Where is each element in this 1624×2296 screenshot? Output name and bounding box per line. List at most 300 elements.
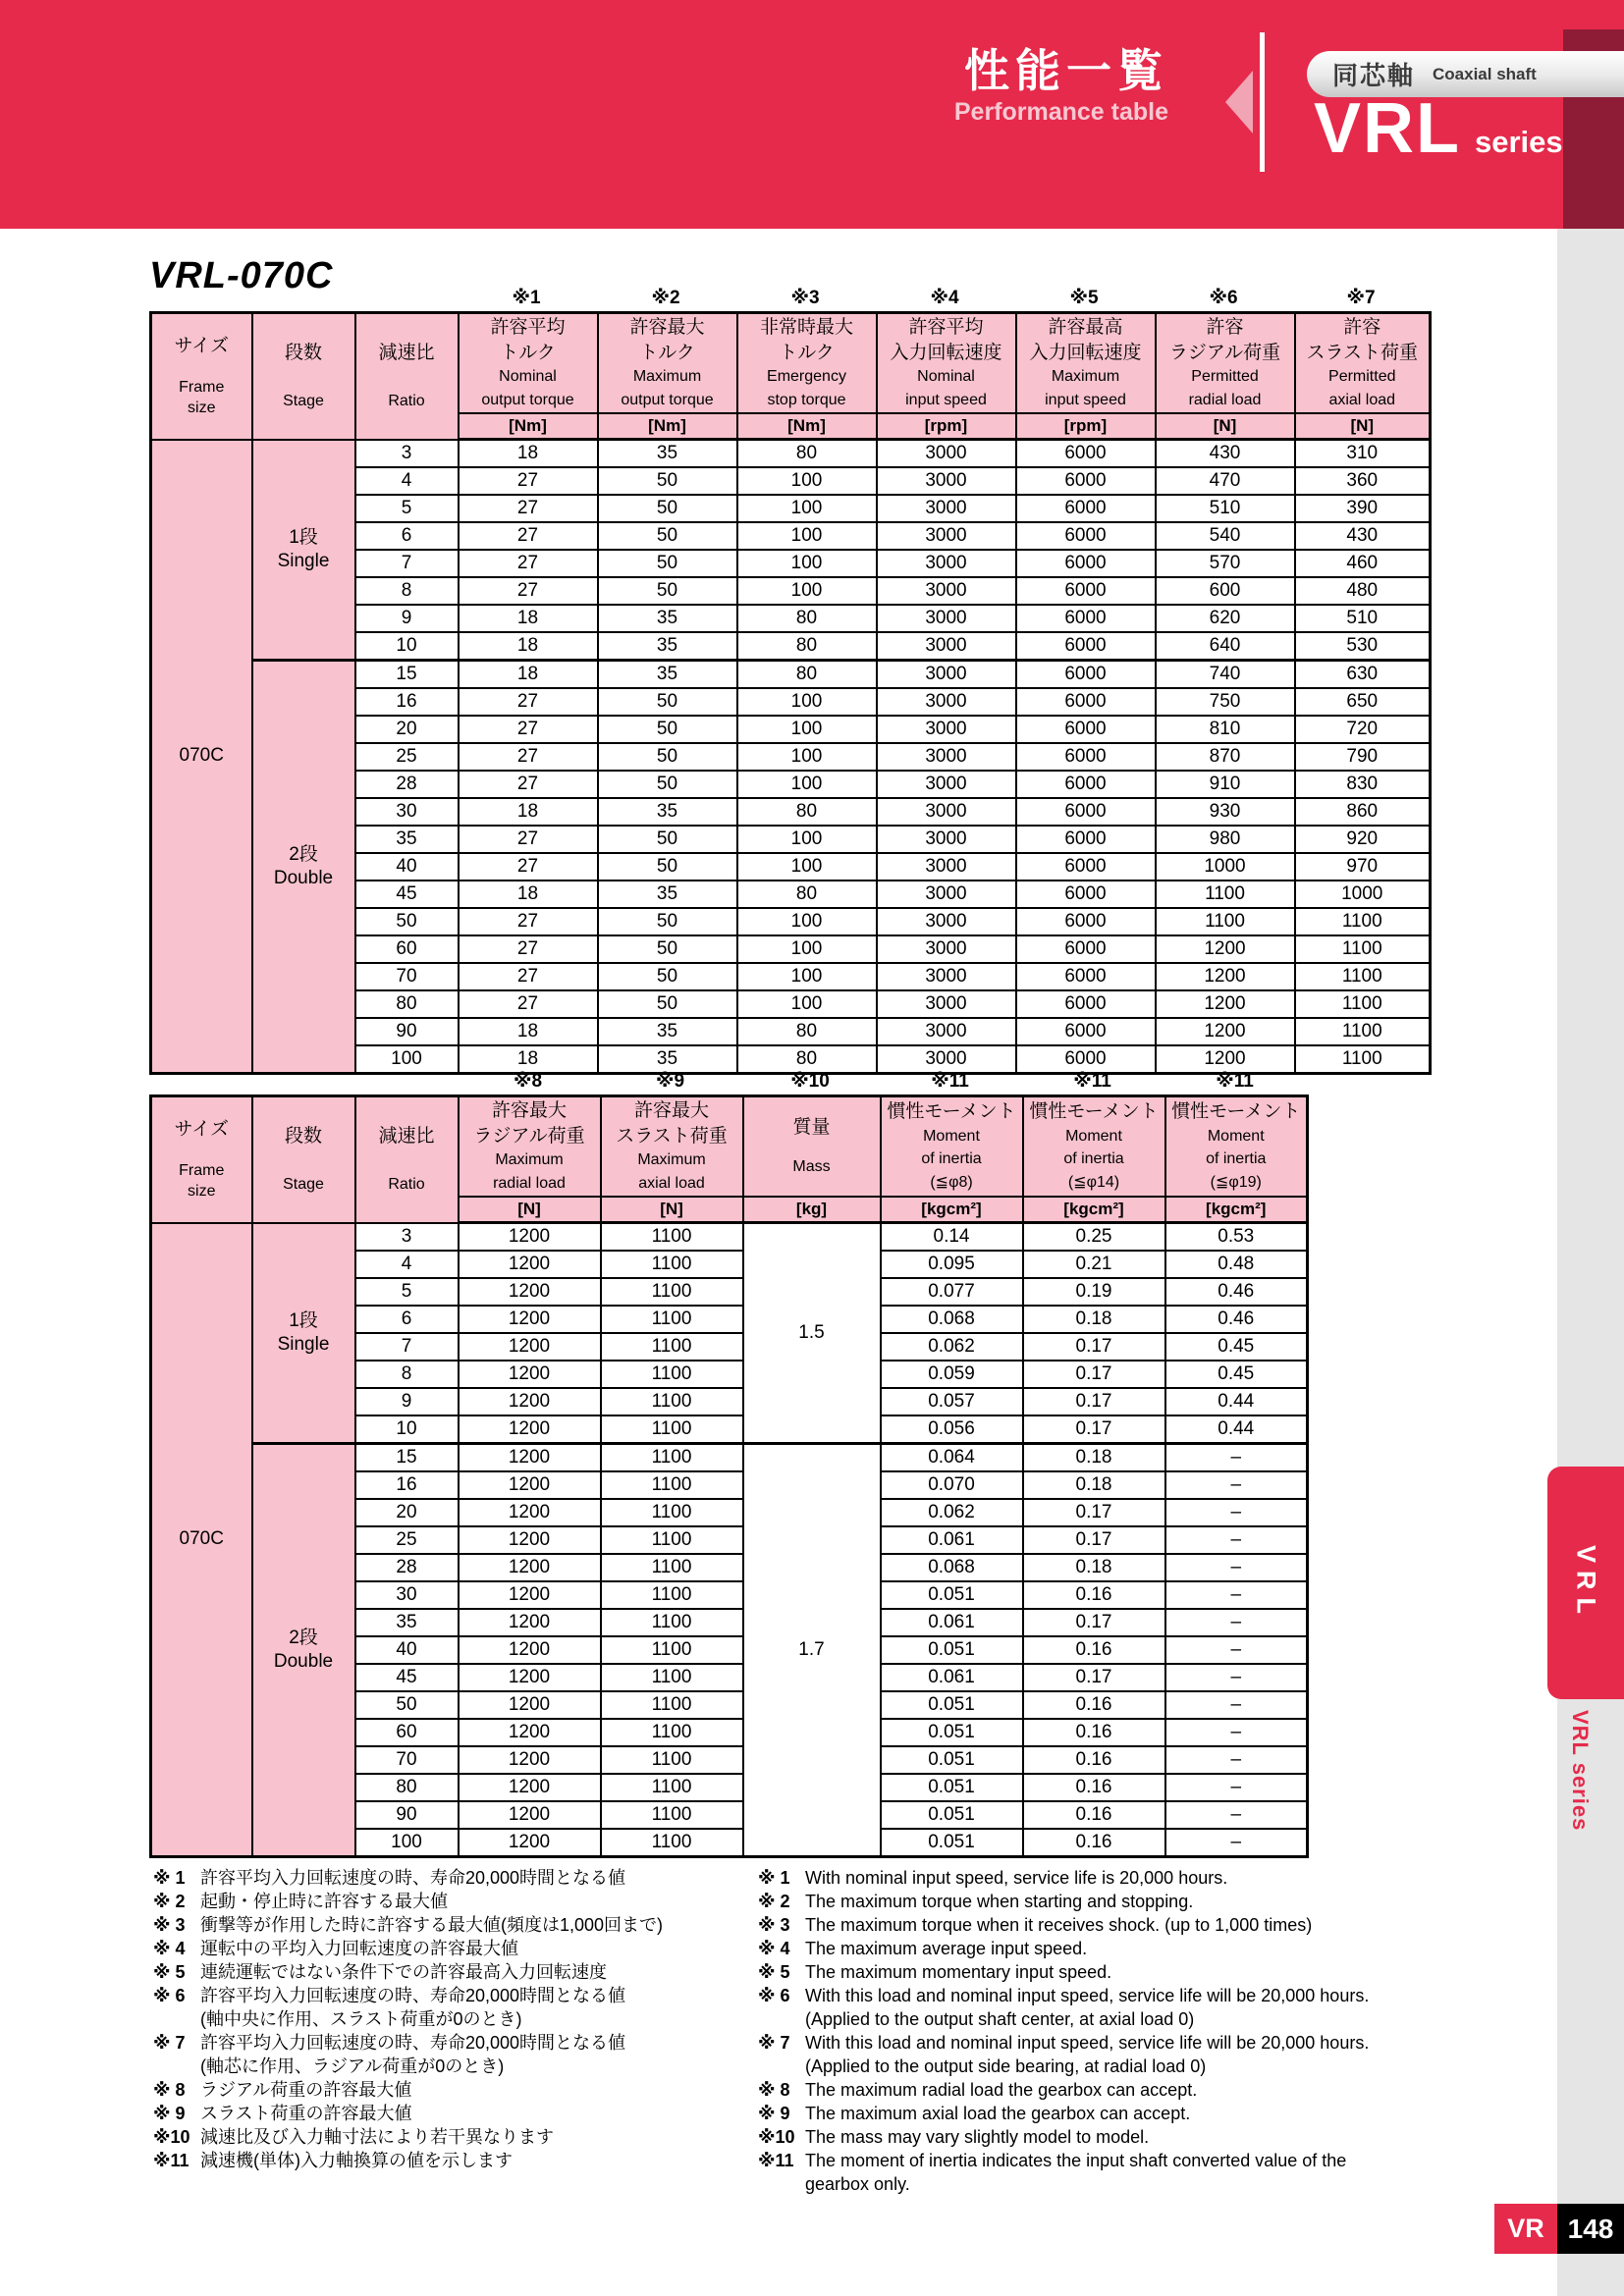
value-cell: 18 xyxy=(459,661,598,689)
footnote-text: The maximum torque when starting and stopping. xyxy=(805,1892,1194,1911)
value-cell: 0.051 xyxy=(881,1581,1023,1609)
header-cell xyxy=(1156,313,1295,414)
header-label-en: (≦φ8) xyxy=(930,1174,973,1192)
header-label-en-block xyxy=(179,377,224,418)
value-cell: 0.051 xyxy=(881,1719,1023,1746)
footnote-marker: ※ 8 xyxy=(153,2080,186,2100)
footnote-marker: ※ 1 xyxy=(758,1868,790,1888)
value-cell: 1100 xyxy=(601,1415,743,1444)
footnote-line xyxy=(153,1866,772,1890)
header-cell-content xyxy=(599,314,736,412)
value-cell: 0.057 xyxy=(881,1388,1023,1415)
value-cell: 1100 xyxy=(601,1306,743,1333)
header-label-en: Maximum xyxy=(637,1151,706,1169)
header-label-jp: 非常時最大 xyxy=(759,317,853,339)
header-label-en: input speed xyxy=(905,391,987,408)
ratio-cell: 4 xyxy=(355,467,459,495)
value-cell: 27 xyxy=(459,577,598,605)
page-title-en: Performance table xyxy=(953,98,1168,126)
side-tab-vrl xyxy=(1547,1467,1624,1699)
header-cell-content xyxy=(356,1097,458,1221)
value-cell: 6000 xyxy=(1016,935,1156,963)
footnote-text: gearbox only. xyxy=(805,2174,910,2194)
footnote-line xyxy=(758,2031,1524,2055)
value-cell: 27 xyxy=(459,990,598,1018)
header-label-en-block xyxy=(283,391,324,411)
value-cell: 3000 xyxy=(877,716,1016,743)
footnote-marker: ※10 xyxy=(153,2127,190,2147)
footnotes-japanese xyxy=(153,1866,772,2172)
value-cell: 3000 xyxy=(877,798,1016,826)
header-label-jp: ラジアル荷重 xyxy=(1168,342,1281,363)
value-cell: 50 xyxy=(598,990,737,1018)
header-label-en: Permitted xyxy=(1328,368,1396,386)
side-series-label: VRL series xyxy=(1568,1710,1593,1832)
footnote-line xyxy=(758,2055,1524,2078)
value-cell: 1100 xyxy=(601,1361,743,1388)
value-cell: 6000 xyxy=(1016,826,1156,853)
ref-mark: ※8 xyxy=(513,1071,543,1092)
footnote-marker: ※ 9 xyxy=(153,2104,186,2123)
value-cell: 0.16 xyxy=(1023,1774,1165,1801)
value-cell: – xyxy=(1165,1444,1308,1472)
ratio-cell: 25 xyxy=(355,1526,459,1554)
value-cell: – xyxy=(1165,1554,1308,1581)
stage-label-en: Double xyxy=(273,868,334,888)
value-cell: 1200 xyxy=(459,1471,601,1499)
footnote-line xyxy=(758,2125,1524,2149)
value-cell: 50 xyxy=(598,743,737,771)
footnote-line xyxy=(758,1937,1524,1960)
ref-marks-row-1 xyxy=(149,287,1429,310)
footnote-marker: ※ 2 xyxy=(153,1892,186,1911)
footnote-marker: ※11 xyxy=(153,2151,189,2170)
unit-cell: [Nm] xyxy=(598,413,737,440)
footnote-marker: ※ 7 xyxy=(153,2033,186,2053)
value-cell: 6000 xyxy=(1016,550,1156,577)
value-cell: 27 xyxy=(459,963,598,990)
value-cell: 0.17 xyxy=(1023,1609,1165,1636)
value-cell: 0.062 xyxy=(881,1499,1023,1526)
value-cell: 810 xyxy=(1156,716,1295,743)
value-cell: 27 xyxy=(459,467,598,495)
header-cell xyxy=(601,1096,743,1198)
footnote-line xyxy=(758,1960,1524,1984)
value-cell: 80 xyxy=(737,1045,877,1074)
value-cell: – xyxy=(1165,1471,1308,1499)
value-cell: 1100 xyxy=(601,1719,743,1746)
value-cell: 50 xyxy=(598,826,737,853)
header-cell xyxy=(881,1096,1023,1198)
value-cell: 3000 xyxy=(877,495,1016,522)
value-cell: 0.051 xyxy=(881,1801,1023,1829)
header-cell-content xyxy=(744,1097,880,1196)
ref-mark: ※6 xyxy=(1209,288,1238,308)
footnote-line xyxy=(153,1890,772,1913)
value-cell: 1100 xyxy=(1156,881,1295,908)
value-cell: 100 xyxy=(737,467,877,495)
header-label-en: input speed xyxy=(1045,391,1126,408)
header-label-jp: 入力回転速度 xyxy=(1029,342,1142,363)
ratio-cell: 9 xyxy=(355,1388,459,1415)
value-cell: 1200 xyxy=(459,1526,601,1554)
value-cell: 27 xyxy=(459,495,598,522)
value-cell: 0.18 xyxy=(1023,1306,1165,1333)
value-cell: 50 xyxy=(598,522,737,550)
footnote-marker: ※ 6 xyxy=(758,1986,790,2005)
value-cell: 830 xyxy=(1295,771,1431,798)
ratio-cell: 16 xyxy=(355,1471,459,1499)
footnote-line xyxy=(153,1937,772,1960)
footnote-line xyxy=(758,2078,1524,2102)
value-cell: 920 xyxy=(1295,826,1431,853)
ratio-cell: 40 xyxy=(355,853,459,881)
value-cell: 1100 xyxy=(1295,1045,1431,1074)
value-cell: 930 xyxy=(1156,798,1295,826)
value-cell: 0.068 xyxy=(881,1306,1023,1333)
value-cell: 0.16 xyxy=(1023,1746,1165,1774)
value-cell: 430 xyxy=(1156,440,1295,468)
value-cell: 3000 xyxy=(877,963,1016,990)
value-cell: 100 xyxy=(737,550,877,577)
header-cell-content xyxy=(253,1097,354,1221)
header-label-jp: 減速比 xyxy=(378,1125,435,1147)
header-label-en: (≦φ14) xyxy=(1067,1174,1120,1192)
ratio-cell: 50 xyxy=(355,1691,459,1719)
value-cell: 1200 xyxy=(1156,1018,1295,1045)
value-cell: 1100 xyxy=(601,1471,743,1499)
value-cell: 720 xyxy=(1295,716,1431,743)
footnote-marker: ※ 4 xyxy=(758,1939,790,1958)
header-label-jp: トルク xyxy=(500,342,556,363)
value-cell: 50 xyxy=(598,853,737,881)
header-label-en: Maximum xyxy=(1051,368,1120,386)
value-cell: 6000 xyxy=(1016,467,1156,495)
value-cell: 35 xyxy=(598,1045,737,1074)
performance-table-2 xyxy=(149,1095,1309,1858)
footnote-line xyxy=(758,2172,1524,2196)
footnote-text: The maximum radial load the gearbox can accept. xyxy=(805,2080,1198,2100)
header-label-jp: 慣性モーメント xyxy=(1171,1100,1301,1122)
value-cell: 3000 xyxy=(877,853,1016,881)
ratio-cell: 10 xyxy=(355,1415,459,1444)
value-cell: 6000 xyxy=(1016,661,1156,689)
value-cell: 6000 xyxy=(1016,908,1156,935)
header-cell xyxy=(459,313,598,414)
footnote-text: スラスト荷重の許容最大値 xyxy=(200,2104,412,2123)
value-cell: 1100 xyxy=(601,1829,743,1857)
ratio-cell: 70 xyxy=(355,1746,459,1774)
header-label-en: Mass xyxy=(792,1158,831,1176)
value-cell: 1200 xyxy=(1156,1045,1295,1074)
value-cell: 540 xyxy=(1156,522,1295,550)
series-title xyxy=(1314,90,1563,168)
ratio-cell: 3 xyxy=(355,440,459,468)
footnote-text: 連続運転ではない条件下での許容最高入力回転速度 xyxy=(200,1962,607,1982)
header-label-en: of inertia xyxy=(1206,1150,1267,1168)
header-label-jp: 許容 xyxy=(1206,317,1244,339)
footnote-marker: ※10 xyxy=(758,2127,795,2147)
header-cell-content xyxy=(878,314,1015,412)
stage-cell xyxy=(252,1444,355,1857)
page-footer-number: 148 xyxy=(1557,2204,1624,2254)
footnote-marker: ※ 4 xyxy=(153,1939,186,1958)
header-label-jp: スラスト荷重 xyxy=(1306,342,1418,363)
value-cell: 740 xyxy=(1156,661,1295,689)
header-cell-content xyxy=(602,1097,742,1196)
value-cell: 100 xyxy=(737,688,877,716)
value-cell: 1200 xyxy=(1156,963,1295,990)
value-cell: 1200 xyxy=(459,1719,601,1746)
header-label-en: Ratio xyxy=(388,1175,425,1193)
header-label-jp: 許容平均 xyxy=(490,317,566,339)
header-cell xyxy=(252,313,355,440)
header-cell xyxy=(151,313,252,440)
value-cell: 27 xyxy=(459,771,598,798)
side-tab-label: VRL xyxy=(1571,1544,1601,1622)
value-cell: 1200 xyxy=(1156,990,1295,1018)
value-cell: 1200 xyxy=(459,1554,601,1581)
footnote-text: (軸芯に作用、ラジアル荷重が0のとき) xyxy=(200,2056,505,2076)
value-cell: 27 xyxy=(459,826,598,853)
value-cell: 50 xyxy=(598,771,737,798)
value-cell: 100 xyxy=(737,908,877,935)
value-cell: 0.17 xyxy=(1023,1361,1165,1388)
footnote-text: (Applied to the output shaft center, at axial load 0) xyxy=(805,2009,1195,2029)
ratio-cell: 28 xyxy=(355,1554,459,1581)
value-cell: 0.068 xyxy=(881,1554,1023,1581)
header-cell xyxy=(877,313,1016,414)
value-cell: 570 xyxy=(1156,550,1295,577)
value-cell: 1200 xyxy=(1156,935,1295,963)
footnote-marker xyxy=(758,2055,805,2078)
header-cell-content xyxy=(460,314,597,412)
stage-cell xyxy=(252,1223,355,1444)
header-label-en-block xyxy=(388,391,424,411)
value-cell: 18 xyxy=(459,440,598,468)
header-label-en: output torque xyxy=(621,391,714,408)
value-cell: 0.051 xyxy=(881,1774,1023,1801)
mass-cell: 1.5 xyxy=(743,1223,881,1444)
value-cell: – xyxy=(1165,1719,1308,1746)
value-cell: 1200 xyxy=(459,1609,601,1636)
unit-cell: [N] xyxy=(601,1197,743,1223)
page-title-jp: 性能一覧 xyxy=(964,45,1168,96)
value-cell: 510 xyxy=(1295,605,1431,632)
value-cell: 1000 xyxy=(1156,853,1295,881)
footnote-line xyxy=(153,2055,772,2078)
footnote-marker xyxy=(153,2007,200,2031)
header-cell-content xyxy=(1024,1097,1164,1196)
value-cell: 1100 xyxy=(601,1691,743,1719)
value-cell: 1200 xyxy=(459,1636,601,1664)
stage-cell xyxy=(252,661,355,1074)
header-label-en: Frame xyxy=(179,1161,225,1179)
value-cell: 3000 xyxy=(877,1045,1016,1074)
value-cell: 1100 xyxy=(601,1526,743,1554)
value-cell: 100 xyxy=(737,522,877,550)
series-suffix: series xyxy=(1475,125,1563,159)
value-cell: 0.17 xyxy=(1023,1664,1165,1691)
ratio-cell: 100 xyxy=(355,1829,459,1857)
stage-cell xyxy=(252,440,355,661)
value-cell: 1100 xyxy=(601,1636,743,1664)
value-cell: 50 xyxy=(598,550,737,577)
value-cell: 1200 xyxy=(459,1581,601,1609)
value-cell: 27 xyxy=(459,908,598,935)
value-cell: 1100 xyxy=(1295,908,1431,935)
header-label-en: Moment xyxy=(1065,1127,1122,1145)
mass-cell: 1.7 xyxy=(743,1444,881,1857)
ratio-cell: 28 xyxy=(355,771,459,798)
value-cell: 18 xyxy=(459,1045,598,1074)
ratio-cell: 5 xyxy=(355,495,459,522)
value-cell: 100 xyxy=(737,935,877,963)
header-label-en: output torque xyxy=(481,391,574,408)
header-label-en: size xyxy=(188,1182,216,1200)
value-cell: 100 xyxy=(737,853,877,881)
header-label-jp: 許容 xyxy=(1343,317,1381,339)
value-cell: 630 xyxy=(1295,661,1431,689)
ratio-cell: 35 xyxy=(355,826,459,853)
unit-cell: [kgcm²] xyxy=(881,1197,1023,1223)
value-cell: 80 xyxy=(737,1018,877,1045)
value-cell: – xyxy=(1165,1499,1308,1526)
value-cell: 0.46 xyxy=(1165,1306,1308,1333)
value-cell: 1100 xyxy=(601,1609,743,1636)
frame-size-cell: 070C xyxy=(151,1223,252,1857)
stage-label-jp: 2段 xyxy=(289,1628,318,1648)
value-cell: 0.46 xyxy=(1165,1278,1308,1306)
ref-mark: ※2 xyxy=(651,288,680,308)
value-cell: 3000 xyxy=(877,632,1016,661)
value-cell: 980 xyxy=(1156,826,1295,853)
value-cell: 0.44 xyxy=(1165,1388,1308,1415)
ratio-cell: 16 xyxy=(355,688,459,716)
header-label-en: size xyxy=(188,399,216,416)
value-cell: 650 xyxy=(1295,688,1431,716)
footnote-text: 起動・停止時に許容する最大値 xyxy=(200,1892,448,1911)
ref-mark: ※4 xyxy=(930,288,959,308)
value-cell: 460 xyxy=(1295,550,1431,577)
ratio-cell: 7 xyxy=(355,1333,459,1361)
footnote-text: The mass may vary slightly model to model. xyxy=(805,2127,1150,2147)
header-label-en: Stage xyxy=(283,392,324,409)
value-cell: 360 xyxy=(1295,467,1431,495)
value-cell: 27 xyxy=(459,853,598,881)
ref-mark: ※10 xyxy=(790,1071,830,1092)
footnote-line xyxy=(758,1913,1524,1937)
value-cell: 3000 xyxy=(877,743,1016,771)
ratio-cell: 45 xyxy=(355,1664,459,1691)
footnote-text: With nominal input speed, service life is 20,000 hours. xyxy=(805,1868,1228,1888)
header-cell xyxy=(598,313,737,414)
footnote-text: The maximum torque when it receives shock. (up to 1,000 times) xyxy=(805,1915,1313,1935)
page-footer-code: VR xyxy=(1494,2204,1557,2254)
header-label-en: Maximum xyxy=(632,368,702,386)
value-cell: 530 xyxy=(1295,632,1431,661)
footnote-text: The maximum momentary input speed. xyxy=(805,1962,1112,1982)
header-cell xyxy=(355,1096,459,1223)
header-label-jp: 許容最高 xyxy=(1048,317,1123,339)
value-cell: 3000 xyxy=(877,908,1016,935)
stage-label-en: Double xyxy=(273,1651,334,1672)
value-cell: – xyxy=(1165,1746,1308,1774)
ref-mark: ※1 xyxy=(512,288,541,308)
header-label-jp: トルク xyxy=(779,342,835,363)
footnote-text: (Applied to the output side bearing, at radial load 0) xyxy=(805,2056,1207,2076)
value-cell: 1200 xyxy=(459,1251,601,1278)
value-cell: 6000 xyxy=(1016,577,1156,605)
value-cell: 310 xyxy=(1295,440,1431,468)
value-cell: 480 xyxy=(1295,577,1431,605)
frame-size-cell: 070C xyxy=(151,440,252,1074)
value-cell: 0.14 xyxy=(881,1223,1023,1252)
value-cell: 1100 xyxy=(601,1251,743,1278)
value-cell: 3000 xyxy=(877,661,1016,689)
value-cell: 0.051 xyxy=(881,1829,1023,1857)
value-cell: 3000 xyxy=(877,990,1016,1018)
shaft-type-en: Coaxial shaft xyxy=(1433,64,1537,83)
value-cell: 35 xyxy=(598,798,737,826)
value-cell: 1100 xyxy=(601,1223,743,1252)
footnote-line xyxy=(153,2149,772,2172)
header-cell-content xyxy=(1017,314,1155,412)
value-cell: 0.17 xyxy=(1023,1526,1165,1554)
footnote-line xyxy=(153,1960,772,1984)
value-cell: 27 xyxy=(459,935,598,963)
footnote-marker xyxy=(758,2172,805,2196)
header-cell xyxy=(1165,1096,1308,1198)
separator-line xyxy=(1260,32,1265,172)
value-cell: 50 xyxy=(598,935,737,963)
header-label-jp: スラスト荷重 xyxy=(616,1125,728,1147)
header-cell-content xyxy=(1296,314,1430,412)
ref-mark: ※11 xyxy=(1073,1071,1111,1092)
value-cell: 3000 xyxy=(877,550,1016,577)
value-cell: 1200 xyxy=(459,1415,601,1444)
value-cell: 0.051 xyxy=(881,1746,1023,1774)
footnote-line xyxy=(153,2007,772,2031)
footnote-line xyxy=(153,2078,772,2102)
header-cell-content xyxy=(460,1097,600,1196)
header-label-en: Emergency xyxy=(767,368,846,386)
value-cell: 0.062 xyxy=(881,1333,1023,1361)
value-cell: 27 xyxy=(459,550,598,577)
header-label-jp: サイズ xyxy=(174,1118,229,1140)
footnote-line xyxy=(153,2102,772,2125)
value-cell: 0.077 xyxy=(881,1278,1023,1306)
header-cell-content xyxy=(152,314,251,438)
value-cell: 0.44 xyxy=(1165,1415,1308,1444)
header-label-jp: 許容平均 xyxy=(908,317,984,339)
value-cell: 1200 xyxy=(459,1499,601,1526)
header-label-en: Moment xyxy=(923,1127,980,1145)
value-cell: 80 xyxy=(737,798,877,826)
value-cell: 35 xyxy=(598,661,737,689)
value-cell: 50 xyxy=(598,908,737,935)
value-cell: 3000 xyxy=(877,577,1016,605)
value-cell: 3000 xyxy=(877,826,1016,853)
footnote-line xyxy=(758,1866,1524,1890)
header-label-jp: 許容最大 xyxy=(633,1100,709,1122)
value-cell: 1100 xyxy=(601,1554,743,1581)
footnote-marker: ※ 5 xyxy=(153,1962,186,1982)
value-cell: 0.45 xyxy=(1165,1361,1308,1388)
value-cell: 0.48 xyxy=(1165,1251,1308,1278)
value-cell: 1200 xyxy=(459,1444,601,1472)
header-label-jp: 許容最大 xyxy=(629,317,705,339)
